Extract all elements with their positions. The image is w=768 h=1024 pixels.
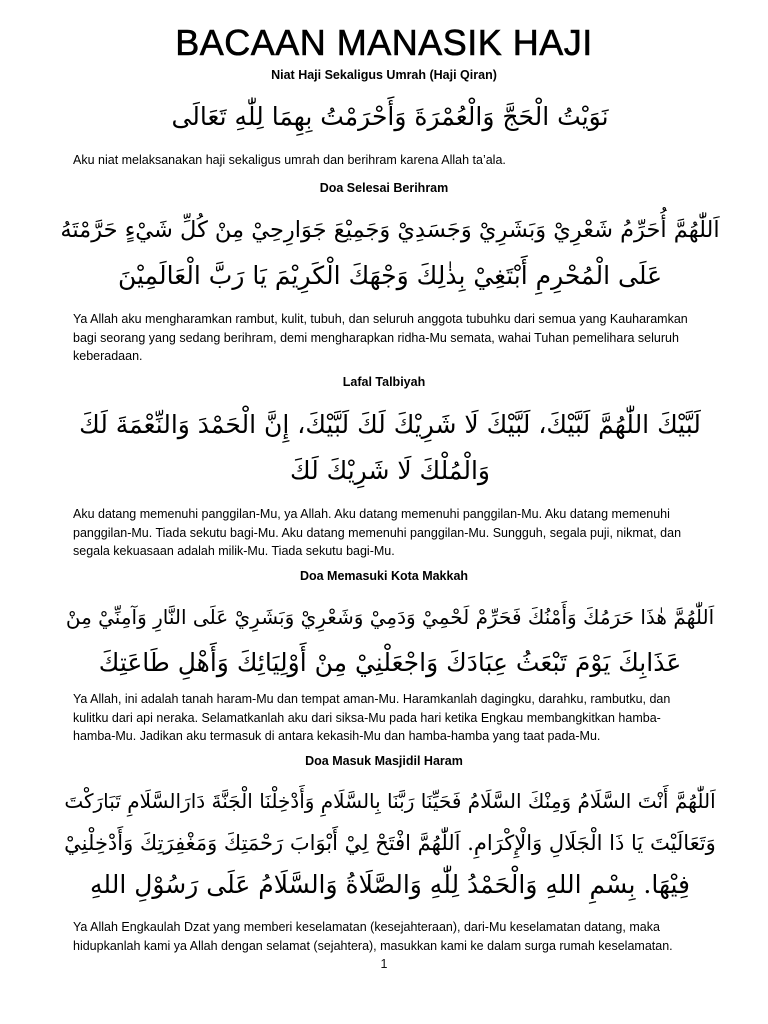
arabic-text-doa-memasuki-kota-makkah: [60, 594, 720, 686]
translation-niat-haji-qiran: Aku niat melaksanakan haji sekaligus umrah dan berihram karena Allah ta’ala.: [73, 153, 506, 167]
arabic-line: وَالْمُلْكَ لَا شَرِيْكَ لَكَ: [290, 456, 490, 485]
arabic-line: فِيْهَا. بِسْمِ اللهِ وَالْحَمْدُ لِلّٰهِ وَالصَّلَاةُ وَالسَّلَامُ عَلَى رَسُوْلِ اللهِ: [90, 870, 690, 899]
section-heading-doa-memasuki-kota-makkah: Doa Memasuki Kota Makkah: [299, 569, 469, 583]
translation-doa-memasuki-kota-makkah: Ya Allah, ini adalah tanah haram-Mu dan tempat aman-Mu. Haramkanlah dagingku, darahku, rambutku, dan kulitku dari api neraka. Selamatkanlah aku dari siksa-Mu pada hari ketika Engkau membangkitkan hamba-hamba-Mu. Jadikan aku termasuk di antara kekasih-Mu dan hamba-hamba yang taat pada-Mu.: [73, 692, 671, 743]
section-heading-doa-selesai-berihram: Doa Selesai Berihram: [319, 181, 449, 195]
arabic-text-doa-selesai-berihram: [60, 207, 720, 299]
arabic-text-doa-masuk-masjidil-haram: [60, 780, 720, 906]
translation-lafal-talbiyah: Aku datang memenuhi panggilan-Mu, ya Allah. Aku datang memenuhi panggilan-Mu. Aku datang memenuhi panggilan-Mu. Tiada sekutu bagi-Mu. Aku datang memenuhi panggilan-Mu. Sungguh, segala puji, nikmat, dan segala kekuasaan adalah milik-Mu. Tiada sekutu bagi-Mu.: [73, 507, 682, 558]
arabic-line: عَلَى الْمُحْرِمِ أَبْتَغِيْ بِذٰلِكَ وَجْهَكَ الْكَرِيْمَ يَا رَبَّ الْعَالَمِيْنَ: [117, 261, 663, 290]
section-heading-lafal-talbiyah: Lafal Talbiyah: [342, 375, 426, 389]
document-title: BACAAN MANASIK HAJI: [175, 22, 593, 63]
section-heading-niat-haji-qiran: Niat Haji Sekaligus Umrah (Haji Qiran): [271, 68, 497, 82]
translation-doa-selesai-berihram: Ya Allah aku mengharamkan rambut, kulit, tubuh, dan seluruh anggota tubuhku dari semua yang Kauharamkan bagi seorang yang sedang berihram, demi mengharapkan ridha-Mu semata, wahai Tuhan pemelihara seluruh keberadaan.: [73, 312, 688, 363]
arabic-line: لَبَّيْكَ اللّٰهُمَّ لَبَّيْكَ، لَبَّيْكَ لَا شَرِيْكَ لَكَ لَبَّيْكَ، إِنَّ الْحَمْدَ وَالنِّعْمَةَ لَكَ: [79, 410, 701, 439]
arabic-text-lafal-talbiyah: [60, 402, 720, 494]
arabic-line: وَتَعَالَيْتَ يَا ذَا الْجَلَالِ وَالْإِكْرَامِ. اَللّٰهُمَّ افْتَحْ لِيْ أَبْوَابَ رَحْمَتِكَ وَمَغْفِرَتِكَ وَأَدْخِلْنِيْ: [64, 831, 716, 855]
section-heading-doa-masuk-masjidil-haram: Doa Masuk Masjidil Haram: [305, 754, 463, 768]
arabic-line: اَللّٰهُمَّ أُحَرِّمُ شَعْرِيْ وَبَشَرِيْ وَجَسَدِيْ وَجَمِيْعَ جَوَارِحِيْ مِنْ كُلِّ شَيْءٍ حَرَّمْتَهُ: [60, 217, 720, 243]
arabic-line: اَللّٰهُمَّ أَنْتَ السَّلَامُ وَمِنْكَ السَّلَامُ فَحَيِّنَا رَبَّنَا بِالسَّلَامِ وَأَدْخِلْنَا الْجَنَّةَ دَارَالسَّلَامِ تَبَارَكْتَ: [64, 789, 716, 813]
arabic-line: نَوَيْتُ الْحَجَّ وَالْعُمْرَةَ وَأَحْرَمْتُ بِهِمَا لِلّٰهِ تَعَالَى: [171, 102, 609, 131]
arabic-text-niat-haji-qiran: [60, 97, 720, 137]
translation-doa-masuk-masjidil-haram: Ya Allah Engkaulah Dzat yang memberi keselamatan (kesejahteraan), dari-Mu keselamatan datang, maka hidupkanlah kami ya Allah dengan selamat (sejahtera), masukkan kami ke dalam surga rumah keselamatan.: [73, 920, 673, 953]
page-number: 1: [380, 957, 388, 971]
arabic-line: اَللّٰهُمَّ هٰذَا حَرَمُكَ وَأَمْنُكَ فَحَرِّمْ لَحْمِيْ وَدَمِيْ وَشَعْرِيْ وَبَشَرِيْ عَلَى النَّارِ وَآمِنِّيْ مِنْ: [65, 605, 715, 629]
arabic-line: عَذَابِكَ يَوْمَ تَبْعَثُ عِبَادَكَ وَاجْعَلْنِيْ مِنْ أَوْلِيَائِكَ وَأَهْلِ طَاعَتِكَ: [98, 648, 682, 677]
